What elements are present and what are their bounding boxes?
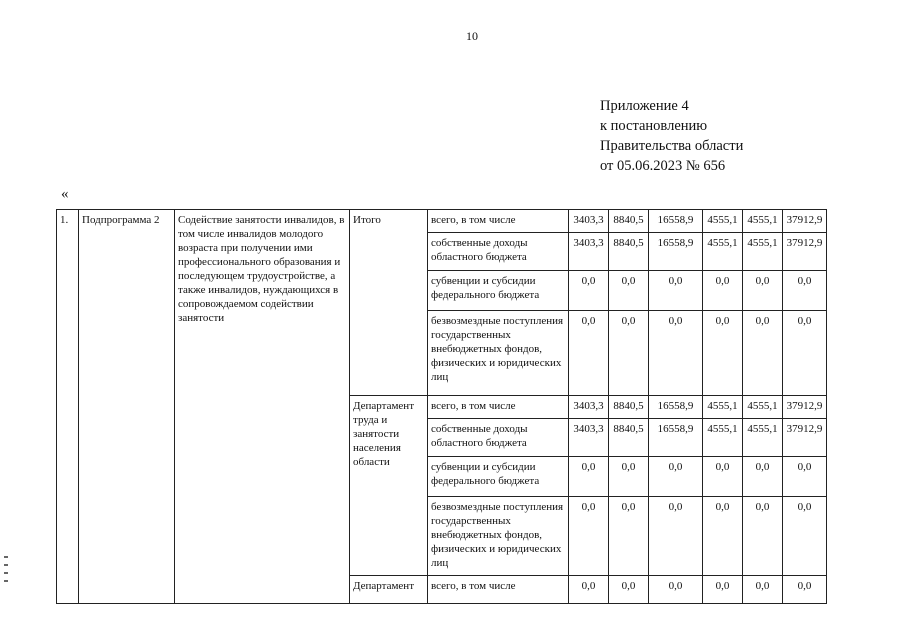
value-cell: 0,0 [609, 271, 649, 311]
value-cell: 8840,5 [609, 210, 649, 233]
value-cell: 0,0 [569, 311, 609, 396]
value-cell: 0,0 [703, 311, 743, 396]
value-cell: 16558,9 [649, 419, 703, 457]
appendix-header [600, 96, 743, 176]
executor-cell: Департамент труда и занятости населения области [350, 396, 428, 576]
value-cell: 0,0 [609, 457, 649, 497]
executor-cell: Итого [350, 210, 428, 396]
value-cell: 4555,1 [743, 233, 783, 271]
value-cell: 8840,5 [609, 233, 649, 271]
value-cell: 0,0 [783, 457, 827, 497]
value-cell: 4555,1 [703, 396, 743, 419]
source-cell: собственные доходы областного бюджета [428, 233, 569, 271]
source-cell: безвозмездные поступления государственных внебюджетных фондов, физических и юридических лиц [428, 497, 569, 576]
value-cell: 3403,3 [569, 419, 609, 457]
source-cell: всего, в том числе [428, 210, 569, 233]
source-cell: субвенции и субсидии федерального бюджета [428, 457, 569, 497]
value-cell: 0,0 [569, 457, 609, 497]
table-row [57, 210, 827, 233]
value-cell: 0,0 [649, 576, 703, 604]
value-cell: 37912,9 [783, 210, 827, 233]
source-cell: субвенции и субсидии федерального бюджета [428, 271, 569, 311]
page-number: 10 [466, 29, 478, 43]
value-cell: 4555,1 [743, 396, 783, 419]
value-cell: 4555,1 [703, 419, 743, 457]
value-cell: 0,0 [649, 497, 703, 576]
value-cell: 8840,5 [609, 419, 649, 457]
value-cell: 16558,9 [649, 396, 703, 419]
value-cell: 3403,3 [569, 233, 609, 271]
value-cell: 0,0 [783, 497, 827, 576]
value-cell: 0,0 [743, 497, 783, 576]
value-cell: 16558,9 [649, 233, 703, 271]
source-cell: безвозмездные поступления государственных внебюджетных фондов, физических и юридических лиц [428, 311, 569, 396]
value-cell: 0,0 [783, 576, 827, 604]
value-cell: 0,0 [649, 271, 703, 311]
source-cell: собственные доходы областного бюджета [428, 419, 569, 457]
value-cell: 3403,3 [569, 396, 609, 419]
value-cell: 4555,1 [743, 419, 783, 457]
value-cell: 0,0 [609, 576, 649, 604]
appendix-line: от 05.06.2023 № 656 [600, 158, 726, 174]
value-cell: 0,0 [743, 457, 783, 497]
value-cell: 0,0 [569, 497, 609, 576]
program-cell: Подпрограмма 2 [79, 210, 175, 604]
value-cell: 0,0 [783, 311, 827, 396]
value-cell: 4555,1 [703, 233, 743, 271]
value-cell: 4555,1 [703, 210, 743, 233]
value-cell: 0,0 [703, 457, 743, 497]
value-cell: 0,0 [649, 311, 703, 396]
value-cell: 0,0 [743, 271, 783, 311]
value-cell: 0,0 [743, 576, 783, 604]
appendix-line: к постановлению [600, 118, 708, 134]
value-cell: 0,0 [609, 311, 649, 396]
value-cell: 0,0 [569, 271, 609, 311]
value-cell: 0,0 [783, 271, 827, 311]
scan-edge-marks [4, 556, 8, 588]
executor-cell: Департамент [350, 576, 428, 604]
value-cell: 0,0 [609, 497, 649, 576]
row-number-cell: 1. [57, 210, 79, 604]
value-cell: 37912,9 [783, 396, 827, 419]
value-cell: 0,0 [569, 576, 609, 604]
budget-table [56, 209, 827, 604]
value-cell: 0,0 [703, 497, 743, 576]
value-cell: 0,0 [743, 311, 783, 396]
value-cell: 0,0 [703, 271, 743, 311]
source-cell: всего, в том числе [428, 396, 569, 419]
value-cell: 16558,9 [649, 210, 703, 233]
value-cell: 3403,3 [569, 210, 609, 233]
appendix-line: Правительства области [600, 138, 744, 154]
value-cell: 0,0 [703, 576, 743, 604]
value-cell: 37912,9 [783, 233, 827, 271]
source-cell: всего, в том числе [428, 576, 569, 604]
value-cell: 4555,1 [743, 210, 783, 233]
appendix-line: Приложение 4 [600, 98, 689, 114]
description-cell: Содействие занятости инвалидов, в том числе инвалидов молодого возраста при получении ими профессионального образования и последующем трудоустройстве, а также инвалидов, нуждающихся в сопровождаемом содействии занятости [175, 210, 350, 604]
opening-quote: « [61, 186, 69, 202]
value-cell: 37912,9 [783, 419, 827, 457]
value-cell: 0,0 [649, 457, 703, 497]
value-cell: 8840,5 [609, 396, 649, 419]
